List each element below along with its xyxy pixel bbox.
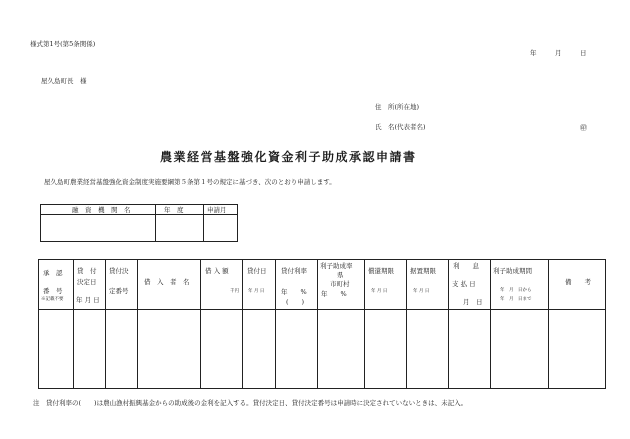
col-interest-pay-a: 利 息 xyxy=(453,262,479,270)
addressee: 屋久島町長 様 xyxy=(41,77,87,85)
col-subsidy-city: 市町村 xyxy=(330,280,350,288)
col-grace-limit: 据置期限 xyxy=(410,267,436,275)
col-decision-date-c: 年 月 日 xyxy=(76,296,100,304)
entry-row[interactable] xyxy=(40,312,604,386)
col-subsidy-period-to: 年 月 日まで xyxy=(500,297,532,302)
col-loan-date-unit: 年 月 日 xyxy=(248,289,265,294)
date-year: 年 xyxy=(530,49,537,57)
form-number: 様式第1号(第5条関係) xyxy=(30,40,96,48)
name-label: 氏 名(代表者名) xyxy=(375,123,426,131)
address-label: 住 所(所在地) xyxy=(375,103,420,111)
institution-input[interactable] xyxy=(60,224,140,236)
header-institution: 融 資 機 関 名 xyxy=(72,206,131,214)
col-subsidy-rate: 利子助成率 xyxy=(320,262,353,270)
col-approval-bottom: 番 号 xyxy=(43,287,63,295)
col-loan-amount: 借 入 額 xyxy=(205,267,229,275)
col-decision-date-b: 決定日 xyxy=(77,278,97,286)
col-subsidy-pref: 県 xyxy=(337,271,344,279)
col-grace-limit-unit: 年 月 日 xyxy=(413,289,430,294)
col-decision-no-a: 貸付決 xyxy=(109,267,129,275)
seal-mark: ㊞ xyxy=(580,124,587,132)
col-interest-pay-b: 支 払 日 xyxy=(452,280,476,288)
col-subsidy-period-from: 年 月 日から xyxy=(500,288,532,293)
col-borrower: 借 入 者 名 xyxy=(144,278,190,286)
footnote: 注 貸付利率の( )は農山漁村振興基金からの助成後の金利を記入する。貸付決定日、貸付決定番号は申請時に決定されていないときは、未記入。 xyxy=(33,399,468,407)
header-year: 年 度 xyxy=(164,206,184,214)
col-decision-no-b: 定番号 xyxy=(109,287,129,295)
col-interest-pay-c: 月 日 xyxy=(463,298,483,306)
col-interest-rate-pct: 年 % xyxy=(281,288,307,296)
col-loan-date: 貸付日 xyxy=(247,267,267,275)
col-repay-limit-unit: 年 月 日 xyxy=(371,289,388,294)
col-interest-rate: 貸付利率 xyxy=(281,267,307,275)
intro-text: 屋久島町農業経営基盤強化資金制度実施要綱第５条第１号の規定に基づき、次のとおり申請します。 xyxy=(44,178,336,186)
col-repay-limit: 償還期限 xyxy=(368,267,394,275)
col-interest-rate-paren: ( ) xyxy=(286,298,305,306)
date-day: 日 xyxy=(580,49,587,57)
col-subsidy-pct: 年 % xyxy=(321,290,347,298)
col-approval-top: 承 認 xyxy=(43,269,63,277)
col-loan-amount-unit: 千円 xyxy=(230,289,239,294)
header-month: 申請月 xyxy=(207,206,227,214)
date-month: 月 xyxy=(555,49,562,57)
col-decision-date-a: 貸 付 xyxy=(77,267,97,275)
col-subsidy-period: 利子助成期間 xyxy=(493,267,532,275)
page-title: 農業経営基盤強化資金利子助成承認申請書 xyxy=(160,150,417,164)
col-approval-note: ※記載不要 xyxy=(41,297,64,302)
col-remarks: 備 考 xyxy=(565,278,591,286)
